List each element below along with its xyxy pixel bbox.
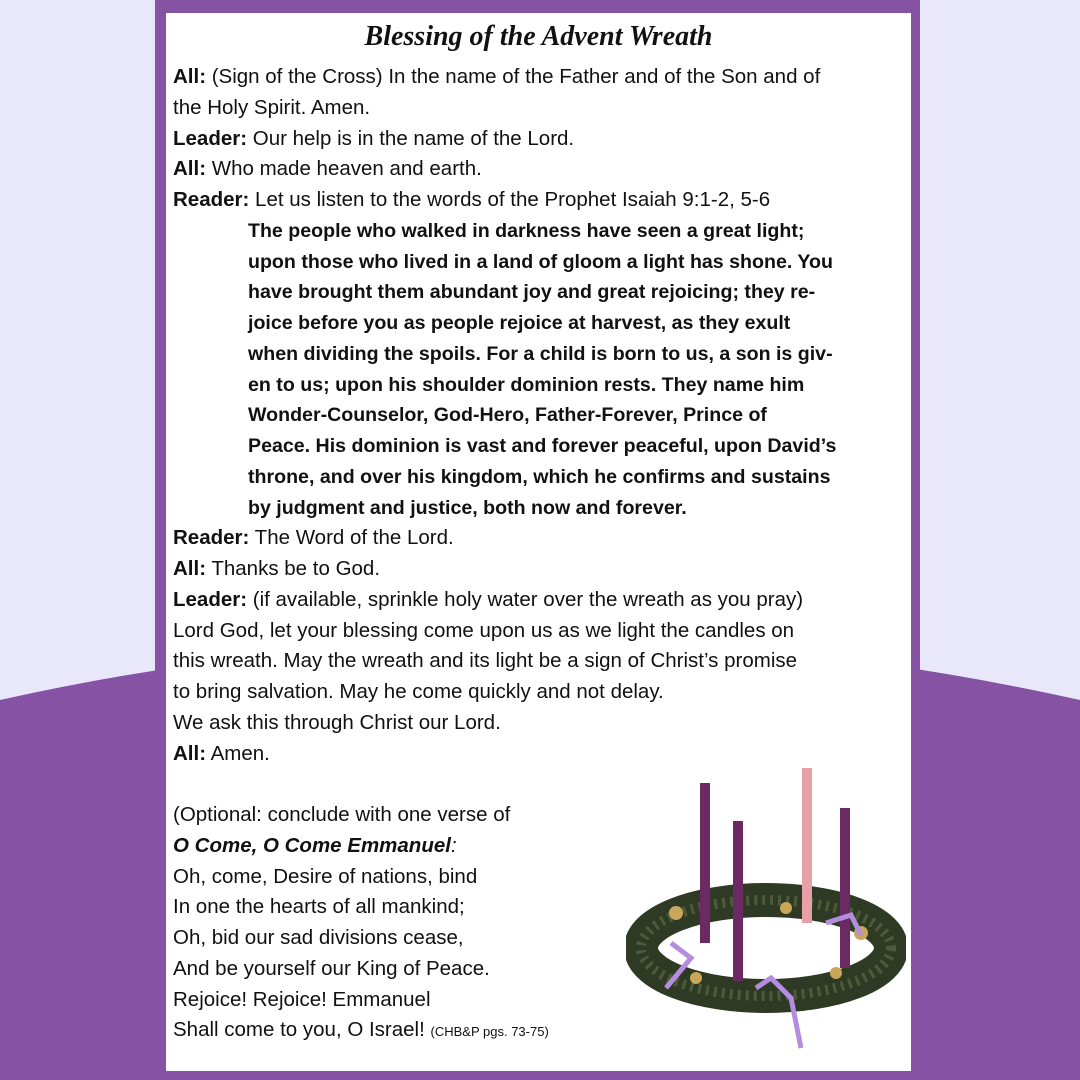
card-content <box>166 13 911 1071</box>
reading-line <box>248 434 836 458</box>
hymn-title <box>173 834 457 858</box>
verse-line <box>173 1018 549 1044</box>
line-text: Amen. <box>206 741 270 765</box>
line-text: Thanks be to God. <box>206 557 381 580</box>
line-text: this wreath. May the wreath and its light be a sign of Christ’s promise <box>173 649 798 673</box>
reading-text: have brought them abundant joy and great rejoicing; they re- <box>248 281 816 304</box>
verse-line <box>173 926 464 950</box>
line-text: (if available, sprinkle holy water over the wreath as you pray) <box>247 587 804 611</box>
verse-text: In one the hearts of all mankind; <box>173 895 465 919</box>
optional-text: (Optional: conclude with one verse of <box>173 803 511 826</box>
verse-text: And be yourself our King of Peace. <box>173 956 490 980</box>
reading-text: throne, and over his kingdom, which he confirms and sustains <box>248 465 831 488</box>
verse-text: Oh, bid our sad divisions cease, <box>173 926 464 949</box>
reading-line <box>248 465 830 489</box>
script-line <box>173 65 820 89</box>
line-text: Who made heaven and earth. <box>206 157 482 181</box>
line-text: Let us listen to the words of the Prophet Isaiah 9:1-2, 5-6 <box>249 188 771 211</box>
citation: (CHB&P pgs. 73-75) <box>430 1024 549 1040</box>
reading-text: Wonder-Counselor, God-Hero, Father-Forever, Prince of <box>248 404 767 427</box>
speaker-label: Leader: <box>173 126 248 150</box>
reading-line <box>248 403 767 427</box>
reading-line <box>248 311 790 335</box>
reading-text: when dividing the spoils. For a child is born to us, a son is giv- <box>248 342 833 365</box>
line-text: The Word of the Lord. <box>249 526 454 550</box>
line-text: to bring salvation. May he come quickly and not delay. <box>173 680 664 703</box>
script-line <box>173 588 803 612</box>
speaker-label: Reader: <box>173 188 250 211</box>
reading-line <box>248 280 815 304</box>
optional-intro <box>173 803 510 827</box>
script-line <box>173 526 454 550</box>
verse-text: Oh, come, Desire of nations, bind <box>173 864 478 888</box>
prayer-card <box>155 0 920 1080</box>
reading-line <box>248 250 833 274</box>
script-line <box>173 619 794 643</box>
line-text: We ask this through Christ our Lord. <box>173 710 501 734</box>
verse-line <box>173 865 477 889</box>
speaker-label: All: <box>173 741 207 765</box>
reading-line <box>248 219 804 243</box>
script-line <box>173 157 482 181</box>
reading-line <box>248 373 804 397</box>
reading-text: joice before you as people rejoice at harvest, as they exult <box>248 312 791 334</box>
speaker-label: Reader: <box>173 526 250 550</box>
verse-text: Rejoice! Rejoice! Emmanuel <box>173 987 431 1011</box>
page-title: Blessing of the Advent Wreath <box>364 21 713 52</box>
script-line <box>173 649 797 673</box>
line-text: the Holy Spirit. Amen. <box>173 95 371 119</box>
script-line <box>173 557 380 581</box>
speaker-label: All: <box>173 65 207 88</box>
script-line <box>173 711 501 735</box>
script-line <box>173 127 574 151</box>
reading-text: The people who walked in darkness have seen a great light; <box>248 219 805 242</box>
script-line <box>173 188 770 212</box>
script-line <box>173 742 270 766</box>
colon: : <box>450 833 457 857</box>
line-text: (Sign of the Cross) In the name of the Father and of the Son and of <box>206 65 821 88</box>
reading-text: Peace. His dominion is vast and forever peaceful, upon David’s <box>248 435 837 457</box>
reading-text: by judgment and justice, both now and forever. <box>248 496 687 519</box>
line-text: Our help is in the name of the Lord. <box>247 126 575 150</box>
advent-wreath-image <box>626 733 906 1053</box>
speaker-label: All: <box>173 557 207 580</box>
hymn-title-text: O Come, O Come Emmanuel <box>173 833 451 857</box>
speaker-label: All: <box>173 157 207 181</box>
verse-line <box>173 895 465 919</box>
reading-text: upon those who lived in a land of gloom a light has shone. You <box>248 250 833 273</box>
verse-line <box>173 957 490 981</box>
script-line <box>173 96 370 120</box>
verse-text: Shall come to you, O Israel! <box>173 1018 425 1042</box>
reading-line <box>248 342 833 366</box>
script-line <box>173 680 664 704</box>
line-text: Lord God, let your blessing come upon us as we light the candles on <box>173 618 795 642</box>
reading-text: en to us; upon his shoulder dominion rests. They name him <box>248 373 805 396</box>
verse-line <box>173 988 431 1012</box>
reading-line <box>248 496 687 520</box>
speaker-label: Leader: <box>173 587 248 611</box>
